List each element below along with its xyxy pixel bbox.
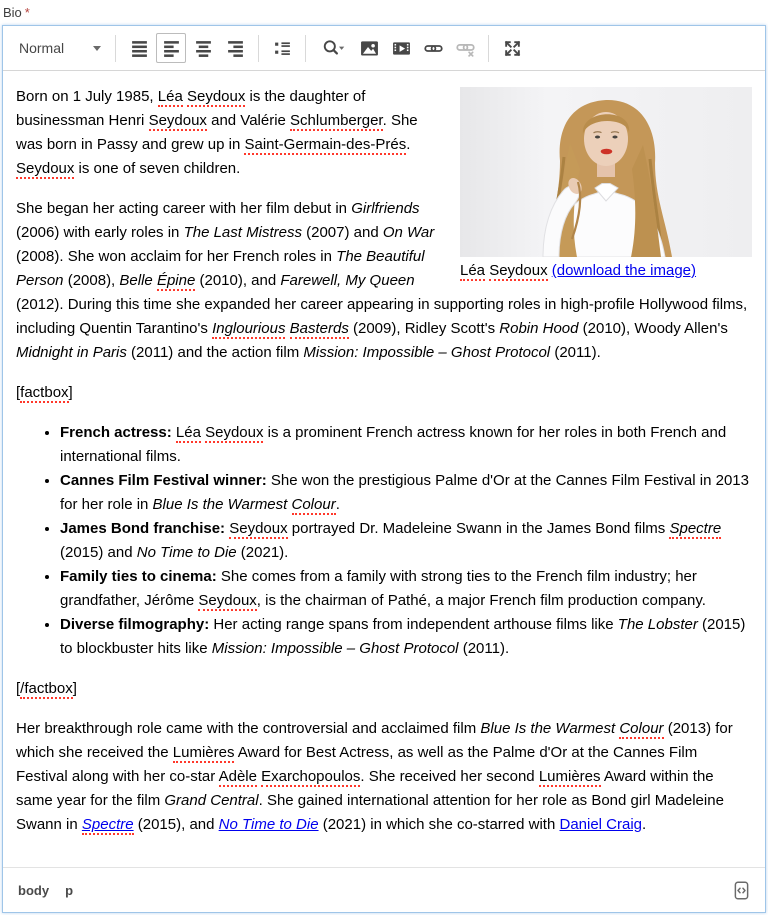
text-segment: . She gained international attention for her role as Bond girl Madeleine Swann in [16,792,724,833]
text-segment: (2010), Woody Allen's [578,320,728,337]
text-segment: Cannes Film Festival winner: [60,472,267,489]
text-segment: James Bond franchise: [60,520,226,537]
text-segment: Épine [156,272,196,289]
rich-text-area[interactable] [3,71,765,867]
text-segment: Born on 1 July 1985, [16,88,158,105]
text-link[interactable]: Spectre [81,816,134,833]
text-segment: Her breakthrough role came with the controversial and acclaimed film [16,720,481,737]
element-path-bar [3,867,765,912]
text-segment: (2009), Ridley Scott's [348,320,500,337]
text-segment: Colour [619,720,664,737]
find-icon [321,39,346,58]
toolbar-separator [305,35,306,62]
align-center-button[interactable] [188,33,218,63]
text-segment: Belle [119,272,157,289]
text-segment: Family ties to cinema: [60,568,217,585]
bulleted-list-icon [273,39,292,58]
maximize-button[interactable] [497,33,527,63]
align-right-icon [226,39,245,58]
text-segment: Midnight in Paris [16,344,127,361]
text-segment: Schlumberger [290,112,383,129]
text-segment: (2008), [63,272,120,289]
fact-list-item [60,469,752,517]
maximize-icon [503,39,522,58]
align-left-icon [162,39,181,58]
text-segment: , is the chairman of Pathé, a major French film production company. [256,592,706,609]
text-segment: (2007) and [301,224,383,241]
text-segment: Basterds [289,320,349,337]
text-segment: Adèle [218,768,257,785]
toolbar-buttons [108,33,528,63]
text-segment: Léa [460,262,486,279]
find-button[interactable] [314,33,352,63]
element-path [18,883,89,898]
text-segment [285,320,289,337]
text-segment: (2011). [458,640,510,657]
text-segment: Robin Hood [499,320,579,337]
chevron-down-icon [93,46,101,51]
media-button[interactable] [386,33,416,63]
code-view-icon[interactable] [733,881,750,900]
text-segment: . [335,496,340,513]
text-segment: ] [68,384,73,401]
rich-text-editor [2,25,766,913]
text-segment: is one of seven children. [74,160,241,177]
unlink-button [450,33,480,63]
text-link[interactable]: Daniel Craig [559,816,643,833]
text-segment: Award within the same year for the film [16,768,714,809]
text-segment: is the daughter of businessman Henri [16,88,366,129]
toolbar-separator [258,35,259,62]
fact-list-item [60,517,752,565]
paragraph-format-dropdown[interactable] [12,33,108,63]
align-right-button[interactable] [220,33,250,63]
text-segment: She won the prestigious Palme d'Or at the Cannes Film Festival in 2013 for her role in [60,472,749,513]
field-label-text: Bio [3,5,22,20]
toolbar-separator [115,35,116,62]
align-justify-button[interactable] [124,33,154,63]
text-segment: Mission: Impossible – Ghost Protocol [303,344,551,361]
text-segment: Her acting range spans from independent arthouse films like [209,616,618,633]
text-segment: . [642,816,647,833]
image-caption [460,261,752,281]
field-label [2,2,766,25]
text-segment: She comes from a family with strong ties to the French film industry; her grandfather, Jérôme [60,568,697,609]
bulleted-list-button[interactable] [267,33,297,63]
text-segment: The Beautiful Person [16,248,425,289]
text-segment: [ [16,384,21,401]
required-asterisk: * [24,5,30,20]
image-button[interactable] [354,33,384,63]
text-segment: Spectre [669,520,722,537]
align-center-icon [194,39,213,58]
fact-list-item [60,613,752,661]
text-segment: Award for Best Actress, as well as the Palme d'Or at the Cannes Film Festival along with her co-star [16,744,698,785]
text-segment: Seydoux [16,160,75,177]
toolbar-separator [488,35,489,62]
text-segment: . She was born in Passy and grew up in [16,112,418,153]
text-link[interactable]: No Time to Die [218,816,319,833]
text-link[interactable]: (download the image) [551,262,697,279]
text-segment: Farewell, My Queen [280,272,415,289]
fact-list-item [60,421,752,469]
align-left-button[interactable] [156,33,186,63]
element-path-item-body[interactable]: body [18,882,50,898]
text-segment: (2008). She won acclaim for her French roles in [16,248,337,265]
text-segment: Seydoux [229,520,288,537]
align-justify-icon [130,39,149,58]
text-segment: Seydoux [489,262,548,279]
text-segment: Inglourious [212,320,286,337]
text-segment: [ [16,680,21,697]
image-icon [360,39,379,58]
text-segment: Diverse filmography: [60,616,210,633]
unlink-icon [456,39,475,58]
text-segment: . [406,136,411,153]
text-segment: She began her acting career with her film debut in [16,200,352,217]
text-segment: (2011). [550,344,601,361]
text-segment: French actress: [60,424,172,441]
text-segment: Seydoux [205,424,264,441]
text-segment: Grand Central [164,792,259,809]
fact-list-item [60,565,752,613]
text-segment: Lumières [538,768,601,785]
paragraph [16,381,752,405]
text-segment: portrayed Dr. Madeleine Swann in the James Bond films [287,520,670,537]
link-button[interactable] [418,33,448,63]
text-segment: Girlfriends [351,200,420,217]
media-icon [392,39,411,58]
text-segment: Seydoux [186,88,246,105]
text-segment: is a prominent French actress known for her roles in both French and international films. [60,424,727,465]
text-segment: factbox [20,384,69,401]
text-segment: /factbox [20,680,73,697]
paragraph-format-value: Normal [19,40,65,56]
text-segment: (2015) to blockbuster hits like [60,616,746,657]
text-segment: Blue Is the Warmest [152,496,292,513]
text-segment: Léa [157,88,183,105]
text-segment: and Valérie [206,112,291,129]
text-segment: On War [382,224,435,241]
text-segment: (2021) in which she co-starred with [318,816,560,833]
text-segment: Saint-Germain-des-Prés [244,136,407,153]
text-segment: . She received her second [360,768,539,785]
paragraph [16,677,752,701]
text-segment: (2011) and the action film [126,344,304,361]
element-path-item-p[interactable]: p [65,882,74,898]
fact-list [16,421,752,661]
text-segment: Seydoux [198,592,257,609]
toolbar [3,26,765,71]
text-segment: Seydoux [148,112,207,129]
text-segment: (2021). [236,544,289,561]
text-segment: Colour [291,496,336,513]
text-segment: Blue Is the Warmest [480,720,620,737]
text-segment: Léa [175,424,201,441]
bio-photo-image[interactable] [460,87,752,257]
text-segment: Mission: Impossible – Ghost Protocol [211,640,459,657]
text-segment: (2012). During this time she expanded her career appearing in supporting roles in high-profile Hollywood films, including Quentin Tarantino's [16,296,748,337]
text-segment: (2006) with early roles in [16,224,184,241]
text-segment: (2015), and [133,816,219,833]
text-segment: (2013) for which she received the [16,720,733,761]
image-widget[interactable] [460,87,752,281]
text-segment: The Last Mistress [183,224,302,241]
text-segment: (2015) and [60,544,137,561]
link-icon [424,39,443,58]
paragraph [16,717,752,837]
text-segment: (2010), and [195,272,281,289]
text-segment: Exarchopoulos [261,768,361,785]
text-segment: The Lobster [617,616,698,633]
text-segment: ] [72,680,77,697]
text-segment: Lumières [172,744,235,761]
text-segment: No Time to Die [136,544,237,561]
